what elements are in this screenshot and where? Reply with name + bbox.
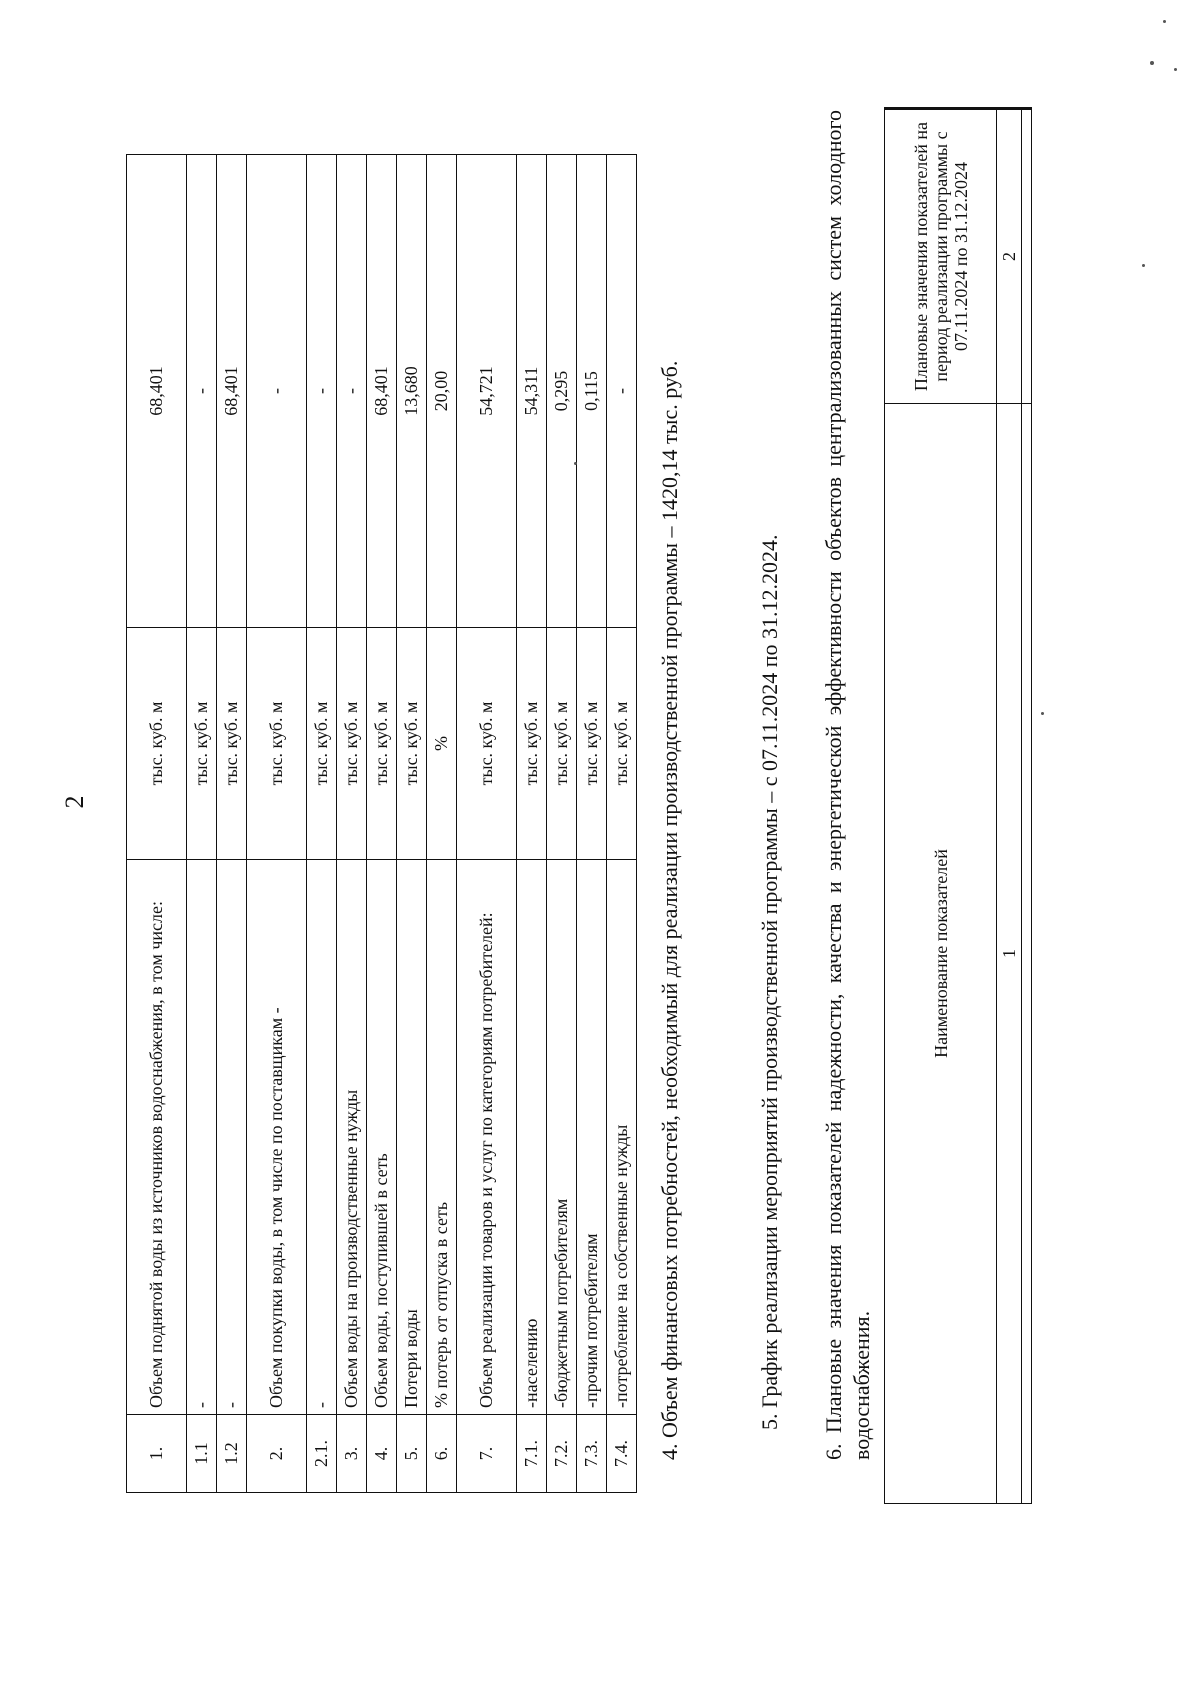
row-unit: тыс. куб. м — [247, 628, 307, 860]
page-number: 2 — [60, 795, 89, 809]
table-row — [607, 155, 637, 1493]
indicators-column-1-number: 1 — [997, 404, 1022, 1504]
water-balance-table — [126, 154, 637, 1493]
row-number: 4. — [367, 1415, 397, 1493]
scan-speck — [1163, 20, 1166, 23]
table-row — [127, 155, 187, 1493]
row-value: - — [607, 155, 637, 628]
row-name: Объем реализации товаров и услуг по категориям потребителей: — [457, 860, 517, 1415]
row-value: - — [187, 155, 217, 628]
row-unit: тыс. куб. м — [307, 628, 337, 860]
row-name: -населению — [517, 860, 547, 1415]
row-unit: % — [427, 628, 457, 860]
row-name: - — [187, 860, 217, 1415]
table-row — [187, 155, 217, 1493]
row-name: Объем покупки воды, в том числе по поставщикам - — [247, 860, 307, 1415]
row-value: 20,00 — [427, 155, 457, 628]
row-value: 68,401 — [367, 155, 397, 628]
row-unit: тыс. куб. м — [397, 628, 427, 860]
row-value: 68,401 — [127, 155, 187, 628]
indicators-planned-values-header: Плановые значения показателей на период реализации программы с 07.11.2024 по 31.12.2024 — [885, 109, 997, 404]
indicators-empty-cell — [1022, 109, 1032, 404]
indicators-empty-row — [1022, 109, 1032, 1504]
row-value: 13,680 — [397, 155, 427, 628]
table-row — [397, 155, 427, 1493]
row-unit: тыс. куб. м — [337, 628, 367, 860]
scan-speck — [1041, 712, 1044, 715]
row-value: - — [247, 155, 307, 628]
row-number: 3. — [337, 1415, 367, 1493]
row-number: 2. — [247, 1415, 307, 1493]
indicators-name-header: Наименование показателей — [885, 404, 997, 1504]
row-value: 54,311 — [517, 155, 547, 628]
indicators-table — [884, 107, 1032, 1504]
row-value: 0,115 — [577, 155, 607, 628]
row-number: 6. — [427, 1415, 457, 1493]
row-name: -бюджетным потребителям — [547, 860, 577, 1415]
table-row — [307, 155, 337, 1493]
row-number: 7. — [457, 1415, 517, 1493]
scan-speck — [574, 462, 577, 465]
row-number: 5. — [397, 1415, 427, 1493]
row-unit: тыс. куб. м — [607, 628, 637, 860]
scan-speck — [1142, 264, 1145, 267]
table-row — [547, 155, 577, 1493]
indicators-header-row — [885, 109, 997, 1504]
row-name: Объем воды, поступившей в сеть — [367, 860, 397, 1415]
row-unit: тыс. куб. м — [457, 628, 517, 860]
row-name: - — [217, 860, 247, 1415]
indicators-column-2-number: 2 — [997, 109, 1022, 404]
section-5-schedule: 5. График реализации мероприятий производственной программы – с 07.11.2024 по 31.12.2024. — [757, 534, 782, 1430]
table-row — [577, 155, 607, 1493]
table-row — [337, 155, 367, 1493]
row-name: - — [307, 860, 337, 1415]
row-unit: тыс. куб. м — [547, 628, 577, 860]
scan-speck — [1174, 68, 1177, 71]
row-unit: тыс. куб. м — [187, 628, 217, 860]
row-value: - — [307, 155, 337, 628]
row-unit: тыс. куб. м — [127, 628, 187, 860]
row-value: 68,401 — [217, 155, 247, 628]
row-number: 1. — [127, 1415, 187, 1493]
table-row — [217, 155, 247, 1493]
section-4-financial-needs: 4. Объем финансовых потребностей, необходимый для реализации производственной программы – 1420,14 тыс. руб. — [657, 360, 682, 1460]
row-number: 1.2 — [217, 1415, 247, 1493]
row-number: 2.1. — [307, 1415, 337, 1493]
indicators-empty-cell — [1022, 404, 1032, 1504]
row-unit: тыс. куб. м — [577, 628, 607, 860]
row-number: 1.1 — [187, 1415, 217, 1493]
row-value: - — [337, 155, 367, 628]
row-value: 0,295 — [547, 155, 577, 628]
row-number: 7.4. — [607, 1415, 637, 1493]
row-unit: тыс. куб. м — [367, 628, 397, 860]
indicators-column-number-row — [997, 109, 1022, 1504]
table-row — [367, 155, 397, 1493]
row-number: 7.3. — [577, 1415, 607, 1493]
table-row — [247, 155, 307, 1493]
row-name: Объем поднятой воды из источников водоснабжения, в том числе: — [127, 860, 187, 1415]
scan-speck — [1150, 61, 1154, 65]
row-name: Потери воды — [397, 860, 427, 1415]
section-6-planned-values: 6. Плановые значения показателей надежности, качества и энергетической эффективности объектов централизованных систем холодного водоснабжения. — [821, 110, 874, 1460]
table-row — [517, 155, 547, 1493]
row-name: -потребление на собственные нужды — [607, 860, 637, 1415]
row-unit: тыс. куб. м — [217, 628, 247, 860]
table-row — [457, 155, 517, 1493]
row-value: 54,721 — [457, 155, 517, 628]
row-name: Объем воды на производственные нужды — [337, 860, 367, 1415]
row-name: -прочим потребителям — [577, 860, 607, 1415]
table-row — [427, 155, 457, 1493]
row-number: 7.2. — [547, 1415, 577, 1493]
water-balance-table-body — [127, 155, 637, 1493]
row-unit: тыс. куб. м — [517, 628, 547, 860]
row-name: % потерь от отпуска в сеть — [427, 860, 457, 1415]
row-number: 7.1. — [517, 1415, 547, 1493]
